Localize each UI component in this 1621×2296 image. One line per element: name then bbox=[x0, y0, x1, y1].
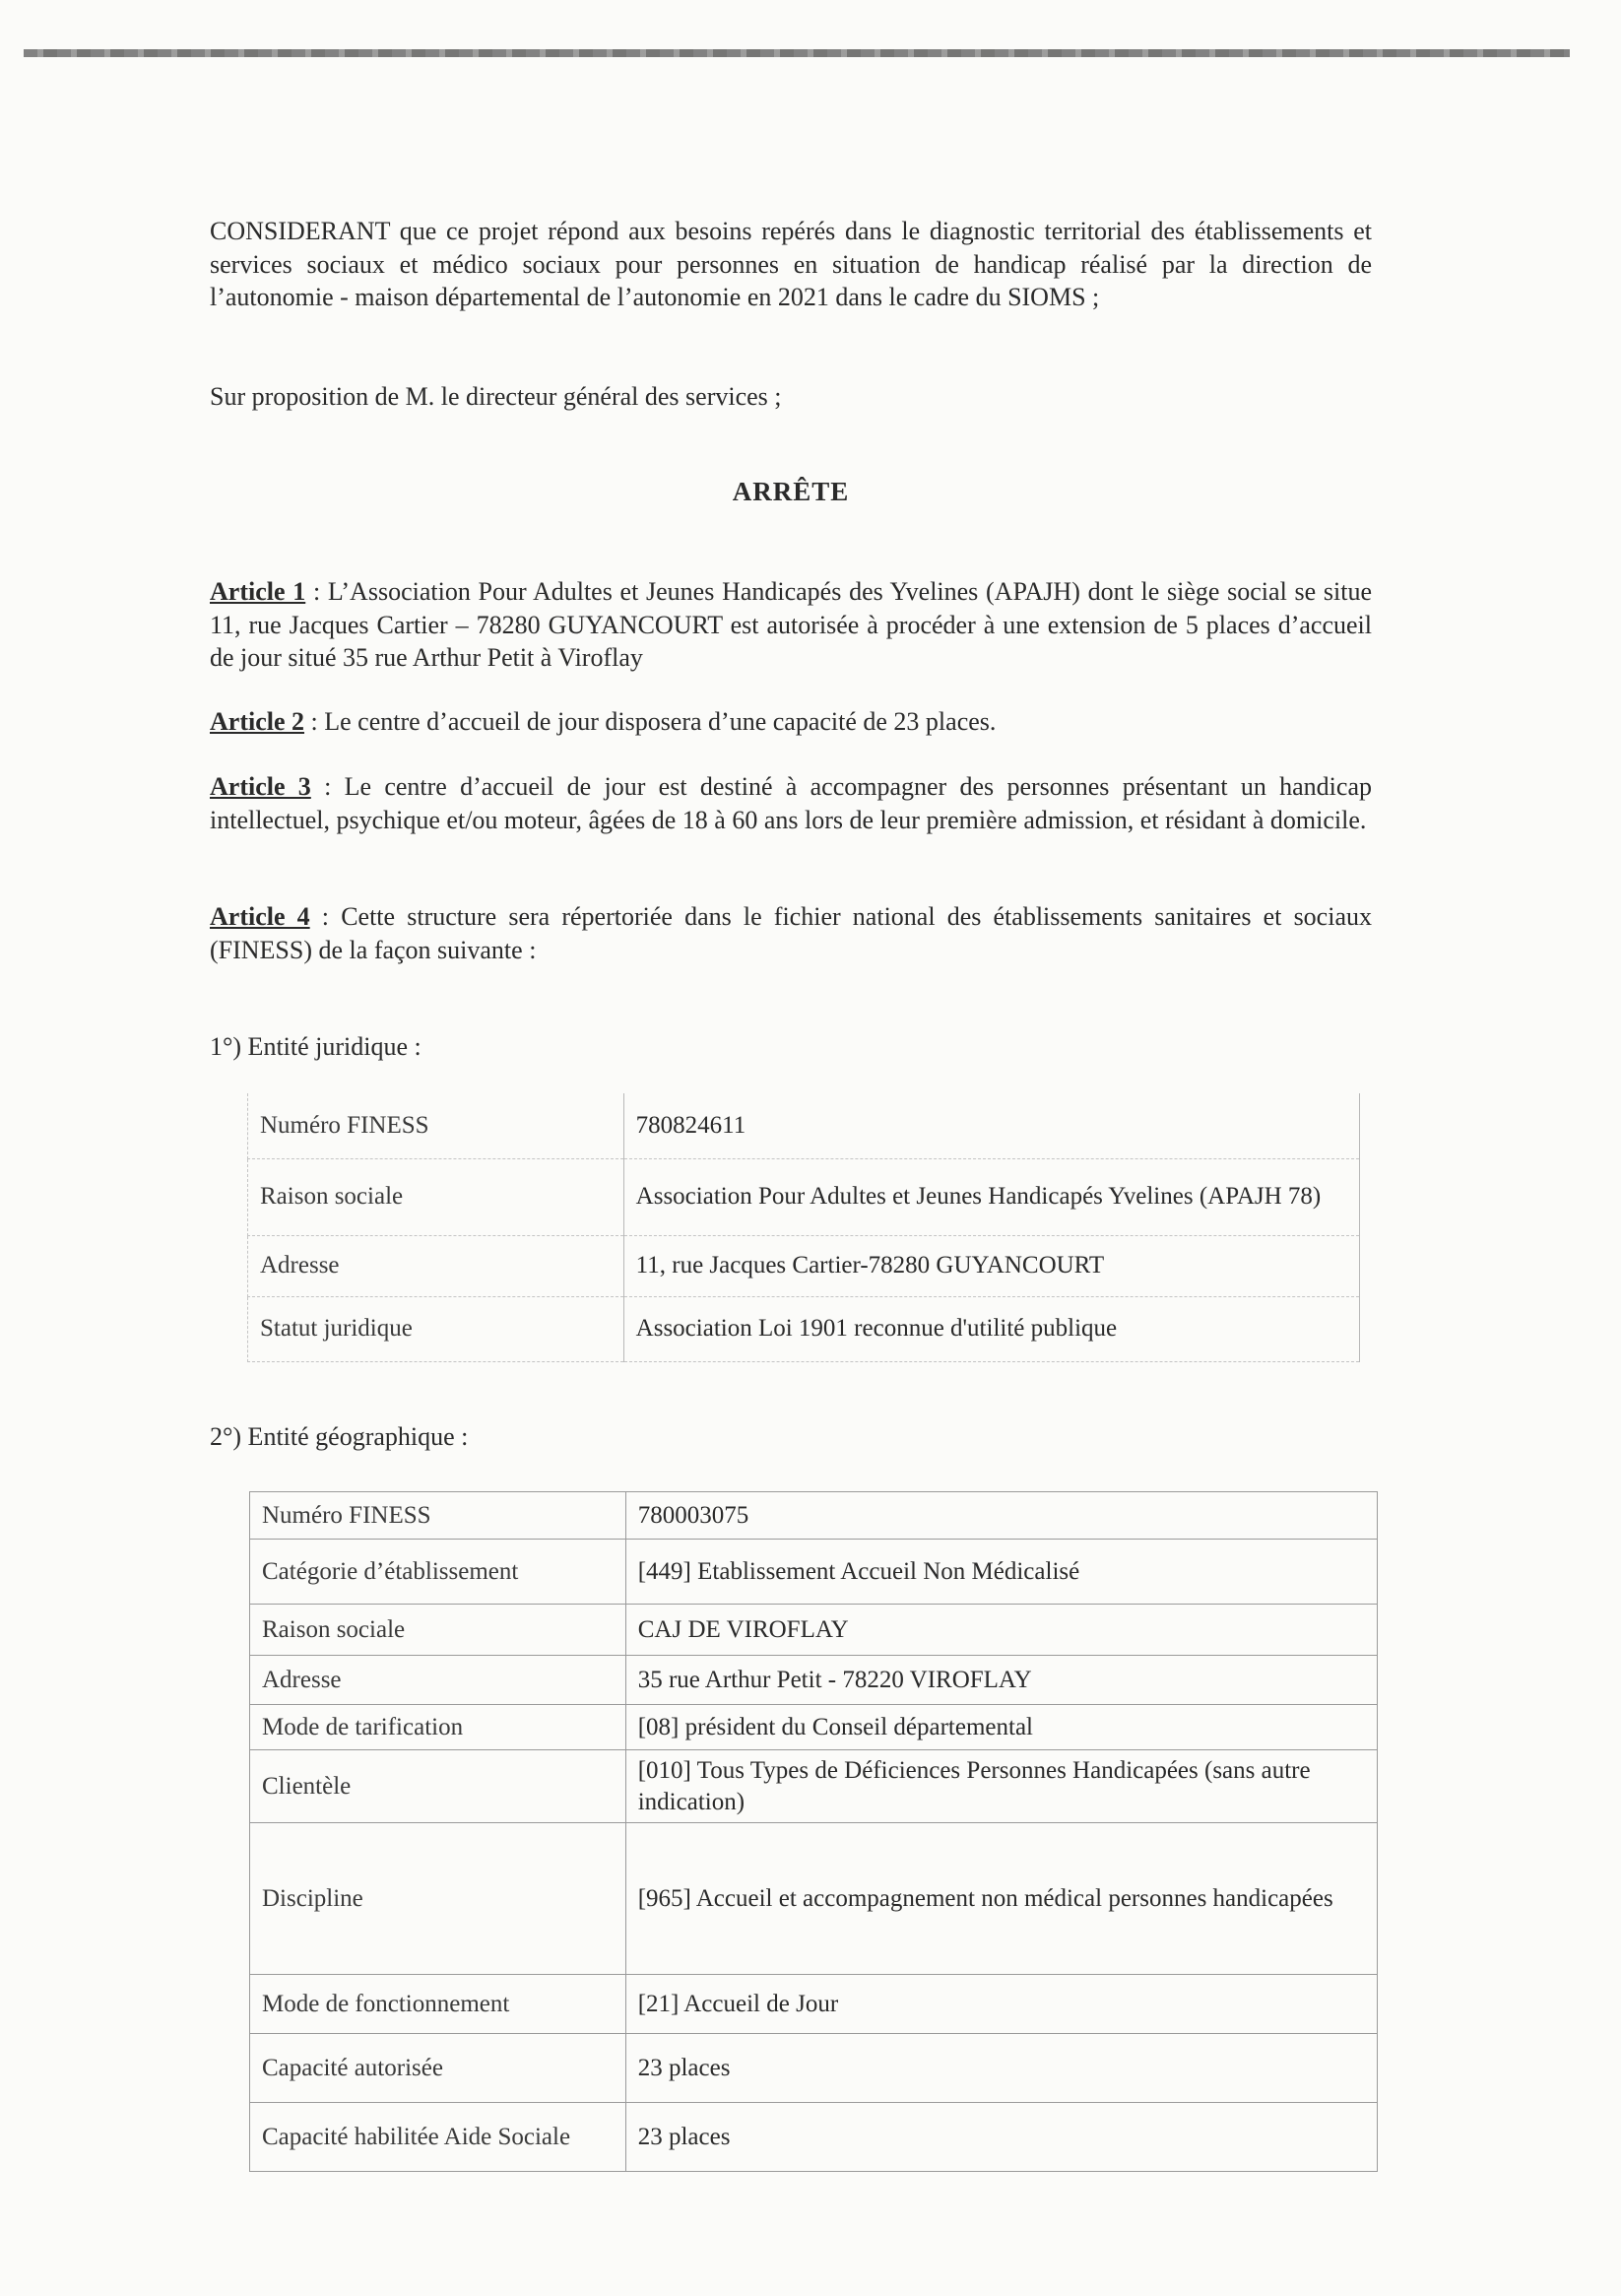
article-2 bbox=[210, 705, 1372, 739]
row-label: Capacité habilitée Aide Sociale bbox=[250, 2103, 626, 2172]
entite-juridique-table bbox=[247, 1093, 1360, 1362]
row-label: Numéro FINESS bbox=[248, 1093, 624, 1158]
row-label: Raison sociale bbox=[250, 1605, 626, 1656]
article-1-label: Article 1 bbox=[210, 577, 306, 606]
table-row bbox=[250, 1540, 1378, 1605]
table-row bbox=[248, 1296, 1360, 1361]
row-value: [965] Accueil et accompagnement non médical personnes handicapées bbox=[625, 1823, 1377, 1975]
row-value: [21] Accueil de Jour bbox=[625, 1975, 1377, 2034]
article-2-text: : Le centre d’accueil de jour disposera d’une capacité de 23 places. bbox=[304, 707, 997, 736]
table-row bbox=[250, 1605, 1378, 1656]
table-row bbox=[250, 1705, 1378, 1750]
document-title: ARRÊTE bbox=[732, 477, 850, 506]
entite-geographique-heading: 2°) Entité géographique : bbox=[210, 1422, 469, 1451]
row-label: Statut juridique bbox=[248, 1296, 624, 1361]
table-row bbox=[250, 1656, 1378, 1705]
table-row bbox=[250, 1492, 1378, 1540]
table-row bbox=[250, 2103, 1378, 2172]
table-row bbox=[248, 1093, 1360, 1158]
row-label: Capacité autorisée bbox=[250, 2034, 626, 2103]
entite-juridique-heading: 1°) Entité juridique : bbox=[210, 1032, 421, 1061]
row-value: [08] président du Conseil départemental bbox=[625, 1705, 1377, 1750]
row-value: 780824611 bbox=[623, 1093, 1359, 1158]
row-value: 23 places bbox=[625, 2034, 1377, 2103]
table-row bbox=[248, 1158, 1360, 1235]
row-value: [449] Etablissement Accueil Non Médicalisé bbox=[625, 1540, 1377, 1605]
row-label: Raison sociale bbox=[248, 1158, 624, 1235]
row-value: 35 rue Arthur Petit - 78220 VIROFLAY bbox=[625, 1656, 1377, 1705]
table-row bbox=[250, 1975, 1378, 2034]
row-label: Mode de tarification bbox=[250, 1705, 626, 1750]
article-3-label: Article 3 bbox=[210, 772, 311, 801]
row-value: CAJ DE VIROFLAY bbox=[625, 1605, 1377, 1656]
considerant-paragraph: CONSIDERANT que ce projet répond aux besoins repérés dans le diagnostic territorial des établissements et services sociaux et médico sociaux pour personnes en situation de handicap réalisé par la direction de l’autonomie - maison départemental de l’autonomie en 2021 dans le cadre du SIOMS ; bbox=[210, 217, 1372, 311]
table-row bbox=[250, 2034, 1378, 2103]
row-label: Catégorie d’établissement bbox=[250, 1540, 626, 1605]
row-label: Mode de fonctionnement bbox=[250, 1975, 626, 2034]
article-1 bbox=[210, 575, 1372, 675]
scan-border-line bbox=[24, 49, 1570, 57]
row-value: 11, rue Jacques Cartier-78280 GUYANCOURT bbox=[623, 1235, 1359, 1296]
proposition-paragraph: Sur proposition de M. le directeur général des services ; bbox=[210, 382, 782, 411]
row-value: [010] Tous Types de Déficiences Personnes Handicapées (sans autre indication) bbox=[625, 1750, 1377, 1823]
table-row bbox=[250, 1823, 1378, 1975]
row-label: Adresse bbox=[248, 1235, 624, 1296]
article-4-label: Article 4 bbox=[210, 902, 310, 931]
row-label: Adresse bbox=[250, 1656, 626, 1705]
article-2-label: Article 2 bbox=[210, 707, 305, 736]
row-label: Discipline bbox=[250, 1823, 626, 1975]
row-label: Numéro FINESS bbox=[250, 1492, 626, 1540]
table-row bbox=[250, 1750, 1378, 1823]
article-3 bbox=[210, 770, 1372, 836]
table-row bbox=[248, 1235, 1360, 1296]
row-value: 780003075 bbox=[625, 1492, 1377, 1540]
row-label: Clientèle bbox=[250, 1750, 626, 1823]
row-value: Association Loi 1901 reconnue d'utilité publique bbox=[623, 1296, 1359, 1361]
article-3-text: : Le centre d’accueil de jour est destiné à accompagner des personnes présentant un handicap intellectuel, psychique et/ou moteur, âgées de 18 à 60 ans lors de leur première admission, et résidant à domicile. bbox=[210, 772, 1372, 834]
article-4 bbox=[210, 900, 1372, 966]
row-value: 23 places bbox=[625, 2103, 1377, 2172]
row-value: Association Pour Adultes et Jeunes Handicapés Yvelines (APAJH 78) bbox=[623, 1158, 1359, 1235]
article-1-text: : L’Association Pour Adultes et Jeunes Handicapés des Yvelines (APAJH) dont le siège social se situe 11, rue Jacques Cartier – 78280 GUYANCOURT est autorisée à procéder à une extension de 5 places d’accueil de jour situé 35 rue Arthur Petit à Viroflay bbox=[210, 577, 1372, 672]
article-4-text: : Cette structure sera répertoriée dans le fichier national des établissements sanitaires et sociaux (FINESS) de la façon suivante : bbox=[210, 902, 1372, 964]
entite-geographique-table bbox=[249, 1491, 1378, 2172]
